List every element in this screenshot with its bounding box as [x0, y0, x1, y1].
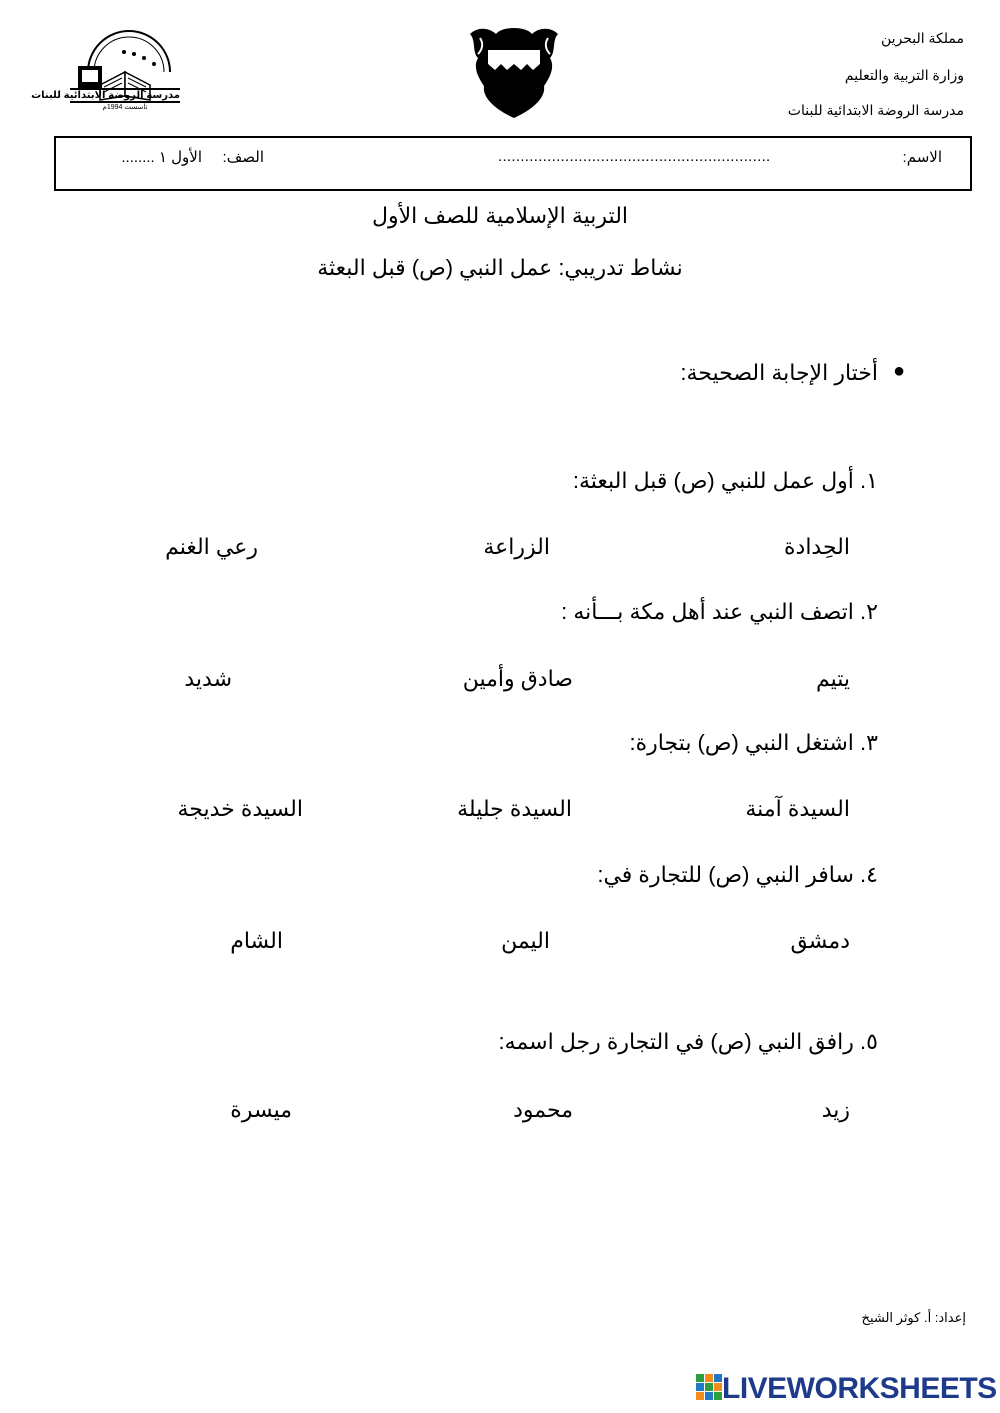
school-logo-text: مدرسة الروضة الابتدائية للبنات [31, 90, 180, 101]
liveworksheets-brand[interactable]: LIVEWORKSHEETS [722, 1372, 997, 1405]
option-3-1[interactable]: السيدة آمنة [745, 796, 850, 821]
class-label: الصف: [222, 149, 264, 166]
name-label: الاسم: [902, 149, 942, 166]
question-text: سافر النبي (ص) للتجارة في: [597, 862, 854, 887]
option-4-3[interactable]: الشام [230, 928, 283, 953]
option-2-2[interactable]: صادق وأمين [462, 666, 573, 691]
question-3 [630, 730, 878, 756]
option-1-3[interactable]: رعي الغنم [165, 534, 258, 559]
option-2-3[interactable]: شديد [184, 666, 232, 691]
question-5 [499, 1029, 878, 1055]
question-number: ٥. [860, 1029, 878, 1054]
question-number: ١. [860, 468, 878, 493]
question-number: ٤. [860, 862, 878, 887]
header-ministry: وزارة التربية والتعليم [844, 67, 964, 83]
option-5-2[interactable]: محمود [513, 1097, 573, 1122]
question-2 [561, 599, 878, 625]
question-number: ٢. [860, 599, 878, 624]
prepared-by: إعداد: أ. كوثر الشيخ [861, 1310, 966, 1325]
school-logo-year: تأسست 1994م [102, 104, 148, 111]
question-4 [597, 862, 878, 888]
option-3-3[interactable]: السيدة خديجة [177, 796, 303, 821]
question-1 [573, 468, 878, 494]
activity-title: نشاط تدريبي: عمل النبي (ص) قبل البعثة [317, 255, 683, 280]
name-field[interactable]: ............................................................. [498, 148, 771, 165]
question-text: اتصف النبي عند أهل مكة بـــأنه : [561, 599, 854, 624]
liveworksheets-logo-icon [696, 1374, 722, 1404]
option-3-2[interactable]: السيدة جليلة [457, 796, 572, 821]
option-1-1[interactable]: الحِدادة [784, 534, 850, 559]
header-school: مدرسة الروضة الابتدائية للبنات [787, 102, 964, 118]
option-2-1[interactable]: يتيم [815, 666, 850, 691]
bahrain-emblem [466, 24, 562, 120]
header-country: مملكة البحرين [880, 30, 964, 46]
class-value: الأول ١ ........ [121, 149, 202, 166]
option-5-3[interactable]: ميسرة [230, 1097, 292, 1122]
question-number: ٣. [860, 730, 878, 755]
bullet-icon: ● [893, 360, 906, 382]
school-logo [31, 30, 180, 112]
option-4-1[interactable]: دمشق [790, 928, 850, 953]
question-text: اشتغل النبي (ص) بتجارة: [629, 730, 854, 755]
instruction-text: أختار الإجابة الصحيحة: [680, 360, 878, 385]
option-1-2[interactable]: الزراعة [483, 534, 550, 559]
option-4-2[interactable]: اليمن [501, 928, 550, 953]
question-text: رافق النبي (ص) في التجارة رجل اسمه: [498, 1029, 854, 1054]
subject-title: التربية الإسلامية للصف الأول [371, 203, 629, 228]
question-text: أول عمل للنبي (ص) قبل البعثة: [572, 468, 854, 493]
option-5-1[interactable]: زيد [821, 1097, 850, 1122]
